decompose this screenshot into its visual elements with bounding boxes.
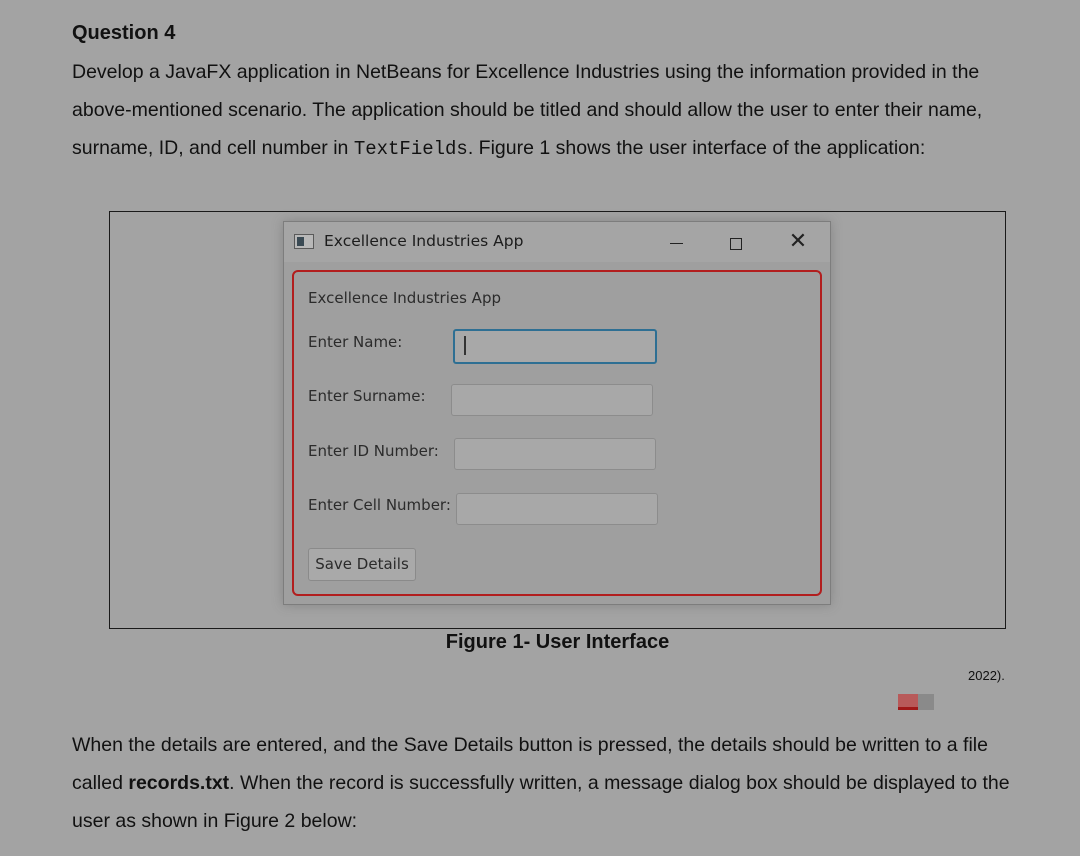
id-number-input[interactable]	[454, 438, 656, 470]
figure-caption: Figure 1- User Interface	[445, 631, 670, 653]
cell-number-input[interactable]	[456, 493, 658, 525]
citation-fragment: 2022).	[968, 668, 1005, 683]
window-titlebar[interactable]	[284, 222, 830, 262]
intro-text-before-code: Develop a JavaFX application in NetBeans for Excellence Industries using the information provided in the above-mentioned scenario. The application should be titled and should allow the user to enter their name, surname, ID, and cell number in	[72, 61, 983, 159]
cell-number-label: Enter Cell Number:	[308, 496, 451, 514]
name-input[interactable]	[453, 329, 657, 364]
minimize-button[interactable]	[659, 228, 693, 256]
app-window	[283, 221, 831, 605]
close-icon: ✕	[788, 229, 808, 254]
minimize-icon	[670, 243, 683, 245]
records-filename: records.txt	[128, 772, 230, 794]
close-button[interactable]	[781, 228, 815, 256]
surname-input[interactable]	[451, 384, 653, 416]
window-title: Excellence Industries App	[324, 232, 524, 250]
intro-text-after-code: . Figure 1 shows the user interface of the application:	[467, 137, 926, 159]
app-heading: Excellence Industries App	[308, 289, 501, 307]
save-details-button[interactable]: Save Details	[308, 548, 416, 581]
surname-label: Enter Surname:	[308, 387, 426, 405]
text-cursor	[464, 336, 466, 355]
id-number-label: Enter ID Number:	[308, 442, 439, 460]
intro-paragraph	[72, 53, 1032, 168]
maximize-icon	[730, 238, 742, 250]
followup-text-1: When the details are entered, and the Save Details button is pressed, the details should be written to a file called	[72, 734, 988, 794]
logo-red-block	[898, 694, 918, 710]
app-window-icon	[294, 234, 314, 249]
followup-text-2: . When the record is successfully written, a message dialog box should be displayed to the user as shown in Figure 2 below:	[72, 772, 1010, 832]
logo-gray-block	[918, 694, 934, 710]
question-title: Question 4	[72, 22, 176, 44]
logo-mark	[898, 694, 934, 710]
maximize-button[interactable]	[719, 228, 753, 256]
followup-paragraph	[72, 726, 1032, 840]
name-label: Enter Name:	[308, 333, 403, 351]
textfields-code: TextFields	[353, 138, 468, 160]
